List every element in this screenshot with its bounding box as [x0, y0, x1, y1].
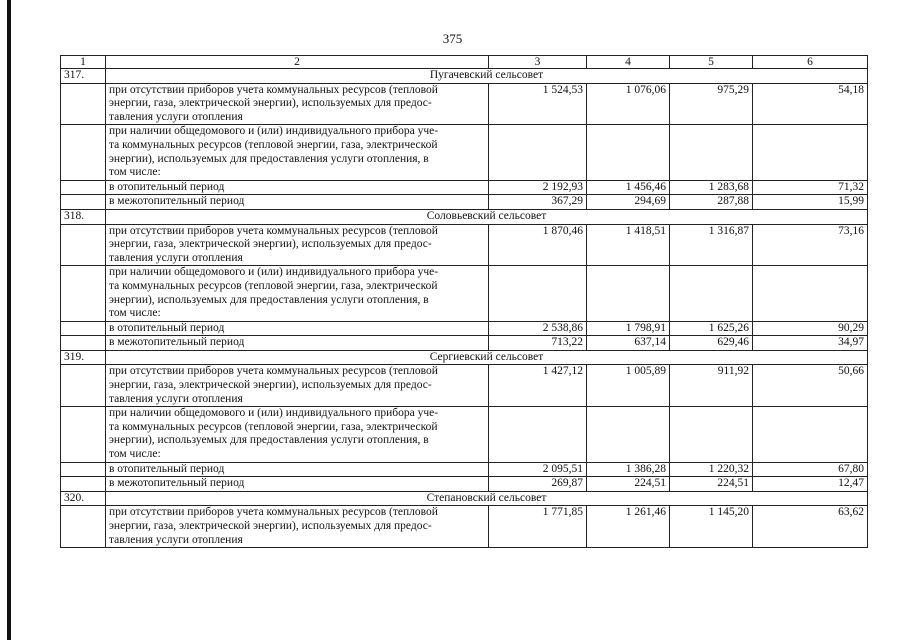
empty-index-cell: [61, 336, 106, 351]
empty-index-cell: [61, 180, 106, 195]
group-name: Соловьевский сельсовет: [106, 209, 868, 224]
empty-index-cell: [61, 321, 106, 336]
table-row: [61, 365, 868, 407]
group-index: 320.: [61, 491, 106, 506]
description-line: энергии, газа, электрической энергии), используемых для предос-: [109, 238, 432, 251]
empty-index-cell: [61, 195, 106, 210]
row-description: [106, 321, 489, 336]
description-line: энергии, газа, электрической энергии), используемых для предос-: [109, 379, 432, 392]
column-number: 4: [587, 56, 670, 69]
description-line: при отсутствии приборов учета коммунальных ресурсов (тепловой: [109, 506, 438, 519]
column-number: 6: [753, 56, 868, 69]
value-col-6: 54,18: [753, 83, 868, 125]
column-number: 2: [106, 56, 489, 69]
row-description: [106, 462, 489, 477]
empty-index-cell: [61, 477, 106, 492]
description-line: при отсутствии приборов учета коммунальных ресурсов (тепловой: [109, 83, 438, 96]
table-row: [61, 477, 868, 492]
value-col-3: 2 538,86: [489, 321, 587, 336]
value-col-4: 1 798,91: [587, 321, 670, 336]
description-line: энергии, газа, электрической энергии), используемых для предос-: [109, 97, 432, 110]
tariff-table: [60, 55, 868, 548]
empty-index-cell: [61, 506, 106, 548]
empty-index-cell: [61, 125, 106, 180]
value-col-4: 1 005,89: [587, 365, 670, 407]
page-number: 375: [442, 31, 463, 46]
description-line: та коммунальных ресурсов (тепловой энергии, газа, электрической: [109, 420, 438, 433]
table-row: [61, 224, 868, 266]
group-name: Степановский сельсовет: [106, 491, 868, 506]
value-col-4: 1 418,51: [587, 224, 670, 266]
group-header-row: [61, 491, 868, 506]
description-line: тавления услуги отопления: [109, 533, 243, 546]
table-row: [61, 407, 868, 462]
value-col-4: 637,14: [587, 336, 670, 351]
empty-index-cell: [61, 407, 106, 462]
empty-index-cell: [61, 266, 106, 321]
value-col-6: 12,47: [753, 477, 868, 492]
value-col-4: [587, 125, 670, 180]
column-number: 3: [489, 56, 587, 69]
value-col-6: 50,66: [753, 365, 868, 407]
empty-index-cell: [61, 224, 106, 266]
description-line: при наличии общедомового и (или) индивидуального прибора уче-: [109, 266, 439, 279]
table-row: [61, 506, 868, 548]
value-col-5: [670, 266, 753, 321]
row-description: [106, 266, 489, 321]
group-name: Пугачевский сельсовет: [106, 69, 868, 84]
row-description: [106, 336, 489, 351]
value-col-5: 224,51: [670, 477, 753, 492]
table-row: [61, 83, 868, 125]
value-col-6: 71,32: [753, 180, 868, 195]
value-col-4: [587, 407, 670, 462]
group-index: 319.: [61, 350, 106, 365]
empty-index-cell: [61, 462, 106, 477]
value-col-5: [670, 407, 753, 462]
value-col-4: 224,51: [587, 477, 670, 492]
description-line: при отсутствии приборов учета коммунальных ресурсов (тепловой: [109, 365, 438, 378]
group-index: 317.: [61, 69, 106, 84]
description-line: тавления услуги отопления: [109, 392, 243, 405]
description-line: в отопительный период: [109, 180, 225, 193]
description-line: в отопительный период: [109, 321, 225, 334]
table-row: [61, 336, 868, 351]
description-line: в межотопительный период: [109, 336, 245, 349]
value-col-6: 73,16: [753, 224, 868, 266]
description-line: том числе:: [109, 448, 161, 461]
value-col-3: 1 524,53: [489, 83, 587, 125]
empty-index-cell: [61, 83, 106, 125]
group-name: Сергиевский сельсовет: [106, 350, 868, 365]
value-col-6: [753, 266, 868, 321]
value-col-6: [753, 125, 868, 180]
value-col-5: 629,46: [670, 336, 753, 351]
value-col-3: 2 095,51: [489, 462, 587, 477]
value-col-5: [670, 125, 753, 180]
value-col-3: 1 870,46: [489, 224, 587, 266]
column-number-row: [61, 56, 868, 69]
value-col-3: 2 192,93: [489, 180, 587, 195]
value-col-5: 1 625,26: [670, 321, 753, 336]
description-line: том числе:: [109, 166, 161, 179]
table-row: [61, 266, 868, 321]
value-col-5: 1 145,20: [670, 506, 753, 548]
value-col-5: 911,92: [670, 365, 753, 407]
row-description: [106, 125, 489, 180]
value-col-3: 269,87: [489, 477, 587, 492]
value-col-5: 1 220,32: [670, 462, 753, 477]
value-col-4: 1 076,06: [587, 83, 670, 125]
row-description: [106, 195, 489, 210]
row-description: [106, 365, 489, 407]
description-line: в отопительный период: [109, 462, 225, 475]
scan-edge-bar: [7, 0, 11, 640]
column-number: 5: [670, 56, 753, 69]
value-col-6: [753, 407, 868, 462]
description-line: та коммунальных ресурсов (тепловой энергии, газа, электрической: [109, 279, 438, 292]
description-line: в межотопительный период: [109, 477, 245, 490]
row-description: [106, 506, 489, 548]
value-col-3: 713,22: [489, 336, 587, 351]
table-row: [61, 180, 868, 195]
group-header-row: [61, 209, 868, 224]
empty-index-cell: [61, 365, 106, 407]
description-line: при наличии общедомового и (или) индивидуального прибора уче-: [109, 125, 439, 138]
description-line: тавления услуги отопления: [109, 251, 243, 264]
value-col-6: 67,80: [753, 462, 868, 477]
table-row: [61, 321, 868, 336]
group-header-row: [61, 69, 868, 84]
row-description: [106, 180, 489, 195]
value-col-3: 1 771,85: [489, 506, 587, 548]
group-header-row: [61, 350, 868, 365]
value-col-4: 1 386,28: [587, 462, 670, 477]
value-col-5: 1 316,87: [670, 224, 753, 266]
description-line: тавления услуги отопления: [109, 110, 243, 123]
description-line: энергии, газа, электрической энергии), используемых для предос-: [109, 520, 432, 532]
value-col-3: 1 427,12: [489, 365, 587, 407]
group-index: 318.: [61, 209, 106, 224]
value-col-6: 15,99: [753, 195, 868, 210]
description-line: та коммунальных ресурсов (тепловой энергии, газа, электрической: [109, 138, 438, 151]
description-line: энергии), используемых для предоставления услуги отопления, в: [109, 293, 429, 306]
value-col-3: [489, 125, 587, 180]
value-col-4: 1 261,46: [587, 506, 670, 548]
table-row: [61, 125, 868, 180]
value-col-4: 1 456,46: [587, 180, 670, 195]
value-col-3: [489, 266, 587, 321]
value-col-6: 63,62: [753, 506, 868, 548]
value-col-5: 975,29: [670, 83, 753, 125]
value-col-6: 34,97: [753, 336, 868, 351]
column-number: 1: [61, 56, 106, 69]
value-col-3: [489, 407, 587, 462]
description-line: при отсутствии приборов учета коммунальных ресурсов (тепловой: [109, 224, 438, 237]
value-col-3: 367,29: [489, 195, 587, 210]
value-col-5: 1 283,68: [670, 180, 753, 195]
row-description: [106, 407, 489, 462]
row-description: [106, 224, 489, 266]
value-col-5: 287,88: [670, 195, 753, 210]
value-col-6: 90,29: [753, 321, 868, 336]
value-col-4: 294,69: [587, 195, 670, 210]
description-line: энергии), используемых для предоставления услуги отопления, в: [109, 152, 429, 165]
description-line: в межотопительный период: [109, 195, 245, 208]
description-line: энергии), используемых для предоставления услуги отопления, в: [109, 434, 429, 447]
table-row: [61, 462, 868, 477]
row-description: [106, 477, 489, 492]
description-line: том числе:: [109, 307, 161, 320]
description-line: при наличии общедомового и (или) индивидуального прибора уче-: [109, 407, 439, 420]
value-col-4: [587, 266, 670, 321]
table-row: [61, 195, 868, 210]
row-description: [106, 83, 489, 125]
